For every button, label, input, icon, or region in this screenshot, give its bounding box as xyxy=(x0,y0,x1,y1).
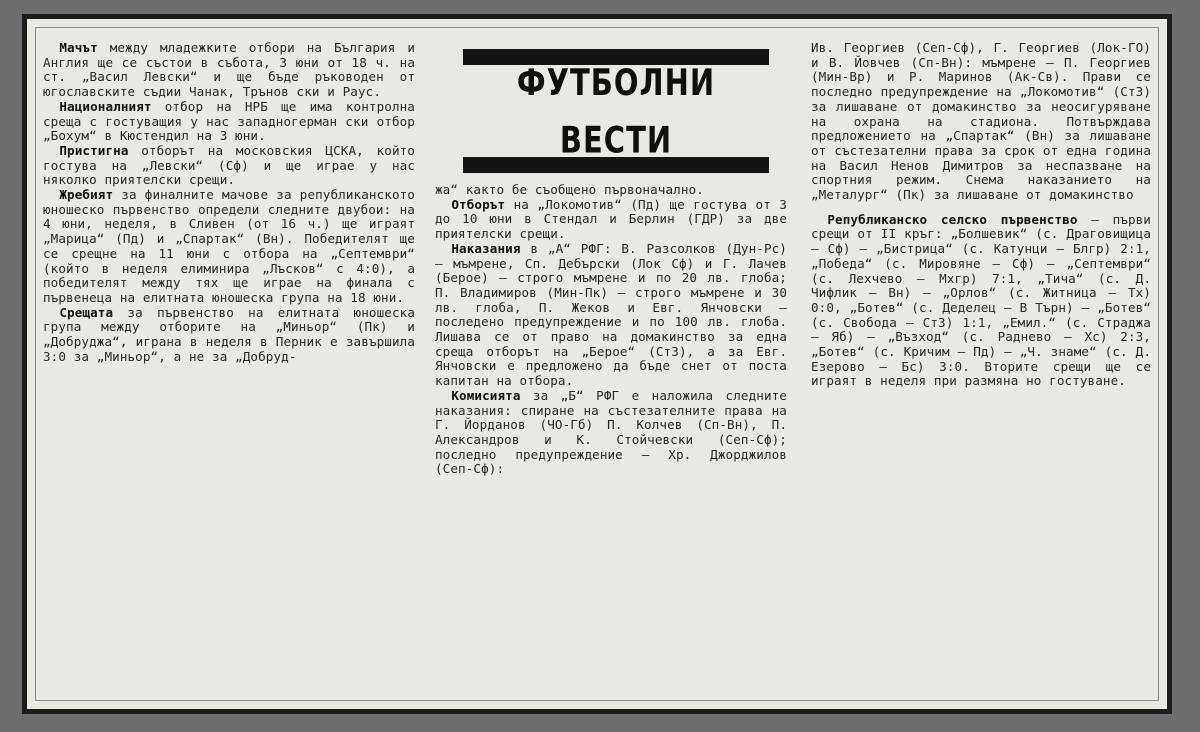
masthead-title: ФУТБОЛНИ ВЕСТИ xyxy=(516,61,716,161)
paragraph-text: жа“ както бе съобщено първоначално. xyxy=(435,182,704,197)
paragraph-text: за финалните мачове за републиканското юношеско първенство определи следните двубои: на 4 юни, неделя, в Сливен (от 16 ч.) ще играят „Марица“ (Пд) и „Спартак“ (Вн). Победителят ще се срещне на 11 юни с отбора на „Септември“ (който в неделя елиминира „Лъсков“ с 4:0), а победителят между тях ще играе на финала с първенеца на елитната юношеска група на 18 юни. xyxy=(43,187,415,305)
paragraph-continuation xyxy=(811,41,1151,203)
lead-word: Наказания xyxy=(451,240,521,256)
paragraph-match xyxy=(43,41,415,100)
lead-word: Пристигна xyxy=(59,142,129,158)
column-1 xyxy=(43,41,415,364)
masthead xyxy=(463,49,769,173)
paragraph-continuation xyxy=(435,183,787,198)
paragraph-text: Ив. Георгиев (Сеп-Сф), Г. Георгиев (Лок-ГО) и В. Йовчев (Сп-Вн): мъмрене — П. Георгиев (Мин-Вр) и Р. Маринов (Ак-Св). Прави се последно предупреждение на „Локомотив“ (СтЗ) за лишаване от домакинство за неосигуряване на охрана на стадиона. Потвърждава предложението на „Спартак“ (Вн) за лишаване от състезателни права за срок от една година на Васил Ненов Димитров за неспазване на спортния режим. Снема наказанието на „Металург“ (Пк) за лишаване от домакинство xyxy=(811,40,1151,203)
paragraph-penalties-a xyxy=(435,242,787,389)
paragraph-text: в „А“ РФГ: В. Разсолков (Дун-Рс) — мъмрене, Сп. Дебърски (Лок Сф) и Г. Лачев (Берое) — строго мъмрене и по 20 лв. глоба; П. Владимиров (Мин-Пк) — строго мъмрене и 30 лв. глоба, П. Жеков и Евг. Янчовски — последено предупреждение и по 100 лв. глоба. Лишава се от право на домакинство за една среща отборът на „Берое“ (СтЗ), а за Евг. Янчовски е предложено да бъде снет от поста капитан на отбора. xyxy=(435,240,787,389)
paragraph-text: за първенство на елитната юношеска група между отборите на „Миньор“ (Пк) и „Добруджа“, играна в неделя в Перник е завършила 3:0 за „Миньор“, а не за „Добруд- xyxy=(43,304,415,364)
paragraph-text: отборът на московския ЦСКА, който гостува на „Левски“ (Сф) и ще играе у нас няколко приятелски срещи. xyxy=(43,142,415,188)
lead-word: Комисията xyxy=(451,387,521,403)
lead-word: Мачът xyxy=(59,40,98,55)
lead-word: Националният xyxy=(59,98,152,114)
paragraph-national-team xyxy=(43,100,415,144)
paragraph-text: на „Локомотив“ (Пд) ще гостува от 3 до 10 юни в Стендал и Берлин (ГДР) за две приятелски срещи. xyxy=(435,196,787,242)
lead-word: Републиканско селско първенство xyxy=(827,211,1078,227)
newspaper-clipping xyxy=(22,14,1172,714)
paragraph-result-correction xyxy=(43,306,415,365)
column-3 xyxy=(811,41,1151,389)
lead-word: Срещата xyxy=(59,304,114,320)
lead-word: Отборът xyxy=(451,196,506,212)
paragraph-lokomotiv-tour xyxy=(435,198,787,242)
paragraph-commission-b xyxy=(435,389,787,477)
paragraph-text: за „Б“ РФГ е наложила следните наказания: спиране на състезателните права на Г. Йорданов (ЧО-Гб) П. Колчев (Сп-Вн), П. Александров и К. Стойчевски (Сеп-Сф); последно предупреждение — Хр. Джорджилов (Сеп-Сф): xyxy=(435,387,787,477)
paragraph-text: отбор на НРБ ще има контролна среща с гостуващия у нас западногерман ски отбор „Бохум“ в Кюстендил на 3 юни. xyxy=(43,98,415,144)
paragraph-text: между младежките отбори на България и Англия ще се състои в събота, 3 юни от 18 ч. на ст. „Васил Левски“ и ще бъде ръководен от югославските съдии Чанак, Трънов ски и Раус. xyxy=(43,40,415,100)
paragraph-text: — първи срещи от II кръг: „Болшевик“ (с. Драговищица — Сф) — „Бистрица“ (с. Катунци — Блгр) 2:1, „Победа“ (с. Мировяне — Сф) — „Септември“ (с. Лехчево — Мхгр) 7:1, „Тича“ (с. Д. Чифлик — Вн) — „Орлов“ (с. Житница — Тх) 0:0, „Ботев“ (с. Деделец — В Търн) — „Ботев“ (с. Свобода — СтЗ) 1:1, „Емил.“ (с. Страджа — Яб) — „Възход“ (с. Раднево — Хс) 2:3, „Ботев“ (с. Кричим — Пд) — „Ч. знаме“ (с. Д. Езерово — Бс) 3:0. Вторите срещи ще се играят в неделя при размяна но гостуване. xyxy=(811,211,1151,389)
lead-word: Жребият xyxy=(59,187,114,203)
column-2 xyxy=(435,183,787,477)
paragraph-cska xyxy=(43,144,415,188)
paragraph-village-championship xyxy=(811,213,1151,389)
paragraph-draw xyxy=(43,188,415,306)
